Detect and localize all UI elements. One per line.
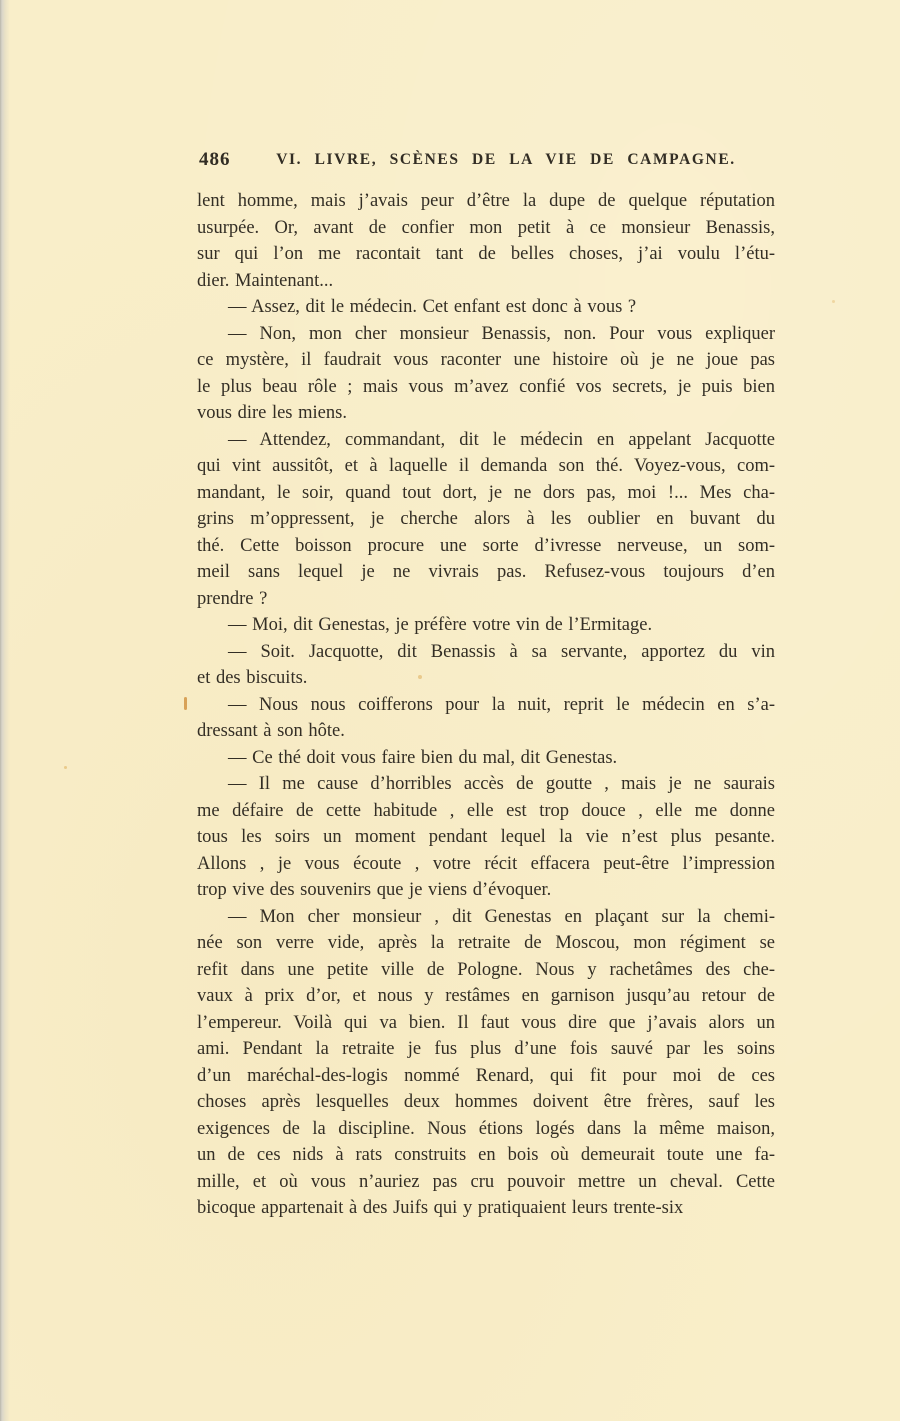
- text-line: refit dans une petite ville de Pologne. Nous y rachetâmes des che-: [197, 959, 775, 980]
- text-line: et des biscuits.: [197, 668, 308, 688]
- text-line: née son verre vide, après la retraite de Moscou, mon régiment se: [197, 933, 775, 953]
- text-line: — Soit. Jacquotte, dit Benassis à sa servante, apportez du vin: [228, 641, 775, 662]
- text-line: ami. Pendant la retraite je fus plus d’une fois sauvé par les soins: [197, 1039, 775, 1059]
- text-line: choses après lesquelles deux hommes doivent être frères, sauf les: [197, 1092, 775, 1112]
- text-line: — Il me cause d’horribles accès de goutte , mais je ne saurais: [228, 774, 775, 794]
- page-number: 486: [199, 149, 231, 170]
- text-line: — Nous nous coifferons pour la nuit, reprit le médecin en s’a-: [228, 694, 775, 715]
- running-head: [197, 149, 775, 171]
- text-line: Allons , je vous écoute , votre récit effacera peut-être l’impression: [197, 853, 775, 874]
- text-block: [197, 188, 775, 1222]
- text-line: sur qui l’on me racontait tant de belles choses, j’ai voulu l’étu-: [197, 244, 775, 264]
- text-line: ce mystère, il faudrait vous raconter une histoire où je ne joue pas: [197, 350, 775, 370]
- foxing-spot: [832, 300, 835, 303]
- text-line: lent homme, mais j’avais peur d’être la dupe de quelque réputation: [197, 191, 775, 211]
- text-line: — Assez, dit le médecin. Cet enfant est donc à vous ?: [228, 297, 637, 317]
- text-line: un de ces nids à rats construits en bois où demeurait toute une fa-: [197, 1145, 775, 1165]
- running-title: VI. LIVRE, SCÈNES DE LA VIE DE CAMPAGNE.: [276, 151, 736, 168]
- text-line: qui vint aussitôt, et à laquelle il demanda son thé. Voyez-vous, com-: [197, 456, 775, 476]
- text-line: mille, et où vous n’auriez pas cru pouvoir mettre un cheval. Cette: [197, 1171, 775, 1192]
- text-line: l’empereur. Voilà qui va bien. Il faut vous dire que j’avais alors un: [197, 1012, 775, 1033]
- text-line: trop vive des souvenirs que je viens d’évoquer.: [197, 880, 552, 900]
- text-line: exigences de la discipline. Nous étions logés dans la même maison,: [197, 1118, 775, 1139]
- text-line: usurpée. Or, avant de confier mon petit à ce monsieur Benassis,: [197, 217, 775, 238]
- text-line: vaux à prix d’or, et nous y restâmes en garnison jusqu’au retour de: [197, 986, 775, 1006]
- text-line: — Mon cher monsieur , dit Genestas en plaçant sur la chemi-: [228, 906, 775, 927]
- margin-ink-mark: [184, 697, 187, 710]
- text-line: — Moi, dit Genestas, je préfère votre vin de l’Ermitage.: [228, 615, 653, 635]
- foxing-spot: [418, 675, 422, 679]
- text-line: le plus beau rôle ; mais vous m’avez confié vos secrets, je puis bien: [197, 376, 775, 397]
- text-line: me défaire de cette habitude , elle est trop douce , elle me donne: [197, 800, 775, 821]
- text-line: prendre ?: [197, 588, 268, 609]
- text-line: meil sans lequel je ne vivrais pas. Refusez-vous toujours d’en: [197, 562, 775, 582]
- text-line: bicoque appartenait à des Juifs qui y pratiquaient leurs trente-six: [197, 1198, 684, 1218]
- text-line: d’un maréchal-des-logis nommé Renard, qui fit pour moi de ces: [197, 1065, 775, 1086]
- text-line: mandant, le soir, quand tout dort, je ne dors pas, moi !... Mes cha-: [197, 482, 775, 503]
- text-line: tous les soirs un moment pendant lequel la vie n’est plus pesante.: [197, 827, 775, 847]
- text-line: — Non, mon cher monsieur Benassis, non. Pour vous expliquer: [228, 323, 775, 344]
- text-line: thé. Cette boisson procure une sorte d’ivresse nerveuse, un som-: [197, 535, 775, 556]
- text-line: vous dire les miens.: [197, 403, 347, 423]
- text-line: — Attendez, commandant, dit le médecin en appelant Jacquotte: [228, 429, 775, 450]
- text-line: dier. Maintenant...: [197, 270, 334, 291]
- text-line: — Ce thé doit vous faire bien du mal, dit Genestas.: [228, 747, 618, 768]
- foxing-spot: [64, 766, 67, 769]
- text-line: grins m’oppressent, je cherche alors à les oublier en buvant du: [197, 509, 775, 529]
- page-edge-shadow: [0, 0, 10, 1421]
- text-line: dressant à son hôte.: [197, 721, 345, 741]
